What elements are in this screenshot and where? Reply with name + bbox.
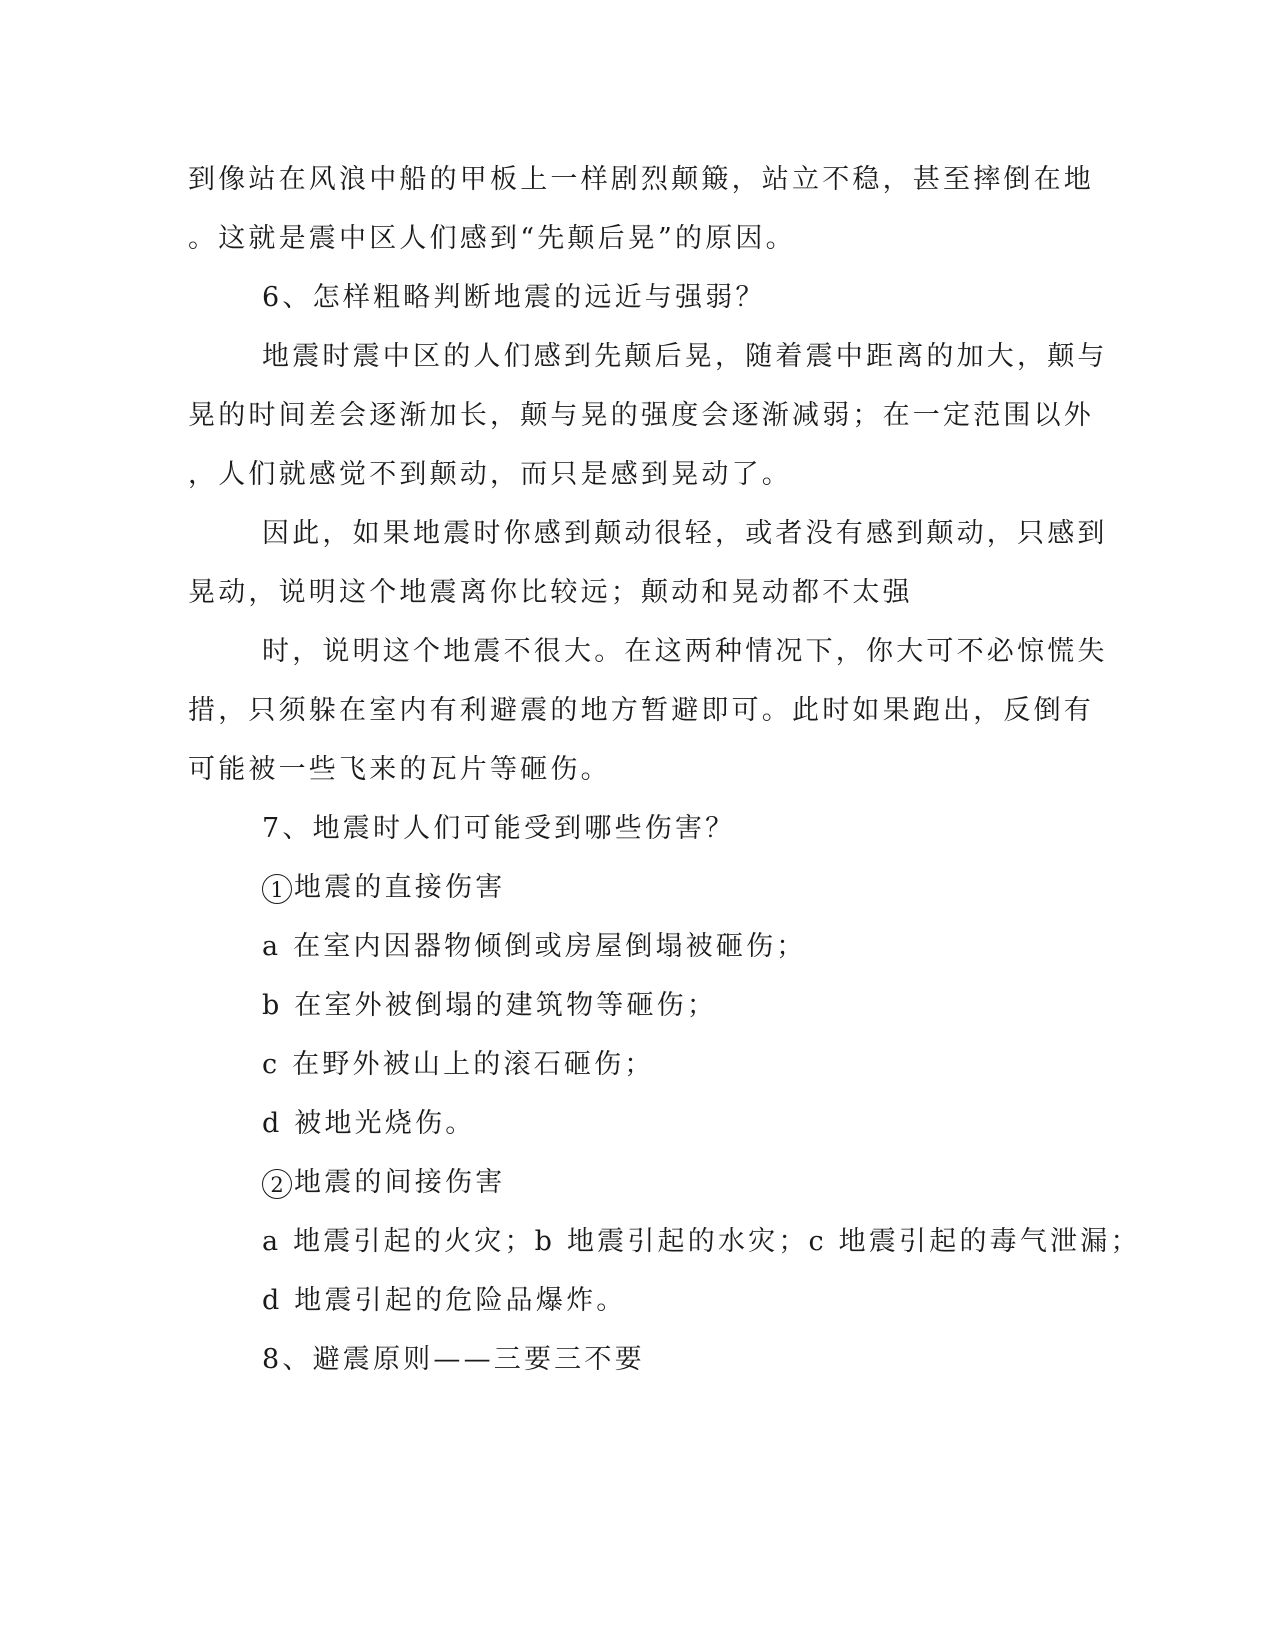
- list-item: a 地震引起的火灾；b 地震引起的水灾；c 地震引起的毒气泄漏；: [262, 1226, 1141, 1257]
- list-item: b 在室外被倒塌的建筑物等砸伤；: [262, 990, 718, 1021]
- paragraph-line: ，人们就感觉不到颠动，而只是感到晃动了。: [188, 459, 792, 490]
- paragraph-line: 措，只须躲在室内有利避震的地方暂避即可。此时如果跑出，反倒有: [188, 695, 1094, 726]
- paragraph-line: 时，说明这个地震不很大。在这两种情况下，你大可不必惊慌失: [262, 636, 1108, 667]
- paragraph-line: 。这就是震中区人们感到“先颠后晃”的原因。: [188, 223, 796, 254]
- subheading-text: 地震的间接伤害: [294, 1167, 506, 1198]
- circled-number-2: 2: [262, 1169, 292, 1199]
- circled-number-1: 1: [262, 874, 292, 904]
- list-item: c 在野外被山上的滚石砸伤；: [262, 1049, 655, 1080]
- section-heading-6: 6、怎样粗略判断地震的远近与强弱？: [262, 282, 766, 313]
- paragraph-line: 可能被一些飞来的瓦片等砸伤。: [188, 754, 611, 785]
- subheading-indirect-harm: [262, 1165, 505, 1201]
- list-item: d 被地光烧伤。: [262, 1108, 476, 1139]
- section-heading-7: 7、地震时人们可能受到哪些伤害？: [262, 813, 736, 844]
- subheading-direct-harm: [262, 870, 505, 906]
- subheading-text: 地震的直接伤害: [294, 872, 506, 903]
- paragraph-line: 到像站在风浪中船的甲板上一样剧烈颠簸，站立不稳，甚至摔倒在地: [188, 164, 1094, 195]
- list-item: a 在室内因器物倾倒或房屋倒塌被砸伤；: [262, 931, 807, 962]
- paragraph-line: 晃的时间差会逐渐加长，颠与晃的强度会逐渐减弱；在一定范围以外: [188, 400, 1094, 431]
- section-heading-8: 8、避震原则——三要三不要: [262, 1344, 645, 1375]
- paragraph-line: 地震时震中区的人们感到先颠后晃，随着震中距离的加大，颠与: [262, 341, 1108, 372]
- list-item: d 地震引起的危险品爆炸。: [262, 1285, 627, 1316]
- paragraph-line: 因此，如果地震时你感到颠动很轻，或者没有感到颠动，只感到: [262, 518, 1108, 549]
- paragraph-line: 晃动，说明这个地震离你比较远；颠动和晃动都不太强: [188, 577, 913, 608]
